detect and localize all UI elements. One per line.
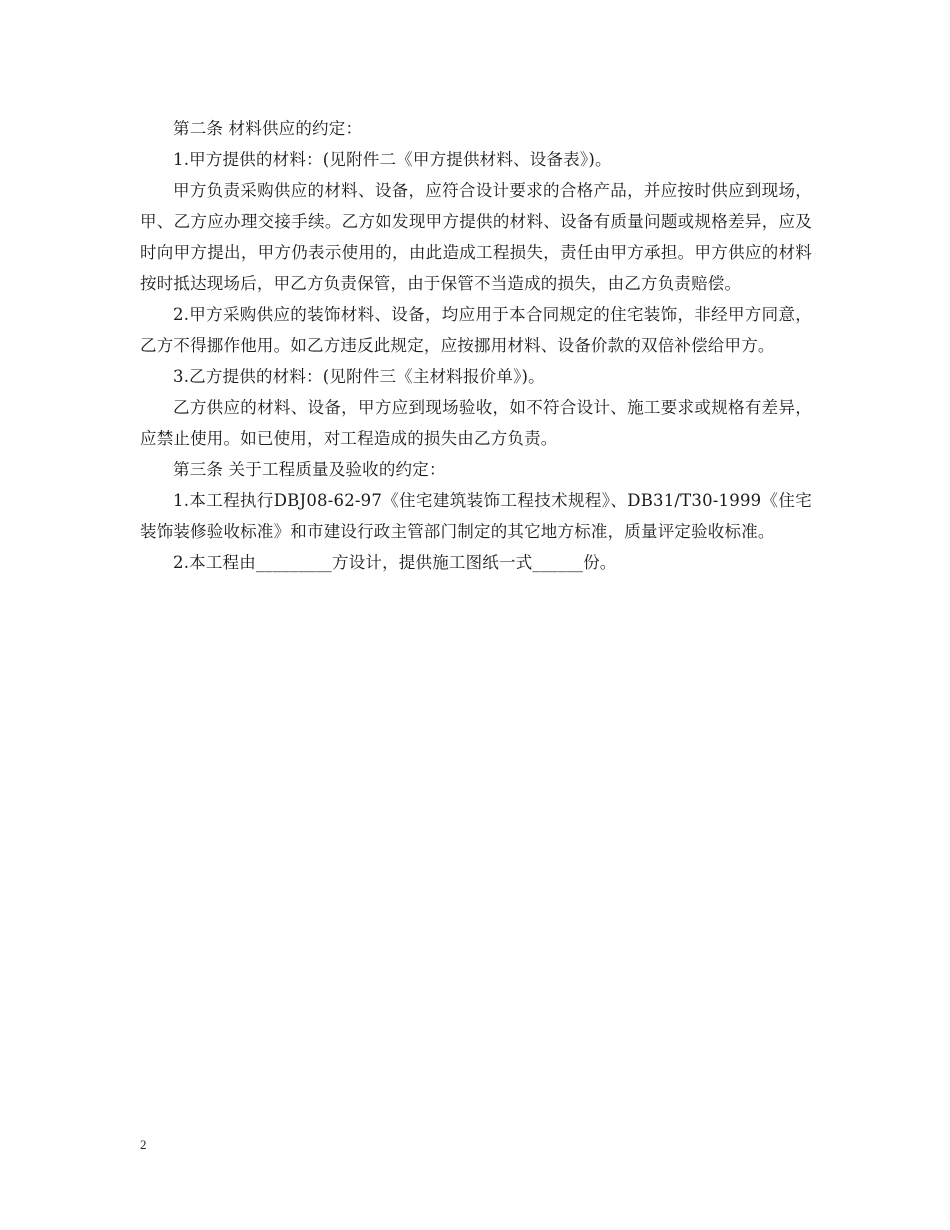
clause-2-1: 1.甲方提供的材料：(见附件二《甲方提供材料、设备表》)。 — [173, 150, 612, 169]
clause-2-3: 3.乙方提供的材料：(见附件三《主材料报价单》)。 — [173, 367, 545, 386]
clause-3-2: 2.本工程由_________方设计，提供施工图纸一式______份。 — [173, 553, 617, 572]
clause-3-1: 1.本工程执行DBJ08-62-97《住宅建筑装饰工程技术规程》、DB31/T30-1999《住宅装饰装修验收标准》和市建设行政主管部门制定的其它地方标准，质量评定验收标准。 — [140, 491, 812, 541]
document-body — [140, 113, 812, 578]
clause-2-3-detail: 乙方供应的材料、设备，甲方应到现场验收，如不符合设计、施工要求或规格有差异，应禁止使用。如已使用，对工程造成的损失由乙方负责。 — [140, 398, 812, 448]
page-number: 2 — [140, 1137, 147, 1152]
article-2-heading: 第二条 材料供应的约定： — [173, 119, 363, 138]
article-3-heading: 第三条 关于工程质量及验收的约定： — [173, 460, 446, 479]
clause-2-1-detail: 甲方负责采购供应的材料、设备，应符合设计要求的合格产品，并应按时供应到现场，甲、乙方应办理交接手续。乙方如发现甲方提供的材料、设备有质量问题或规格差异，应及时向甲方提出，甲方仍表示使用的，由此造成工程损失，责任由甲方承担。甲方供应的材料按时抵达现场后，甲乙方负责保管，由于保管不当造成的损失，由乙方负责赔偿。 — [140, 181, 812, 293]
clause-2-2: 2.甲方采购供应的装饰材料、设备，均应用于本合同规定的住宅装饰，非经甲方同意，乙方不得挪作他用。如乙方违反此规定，应按挪用材料、设备价款的双倍补偿给甲方。 — [140, 305, 812, 355]
